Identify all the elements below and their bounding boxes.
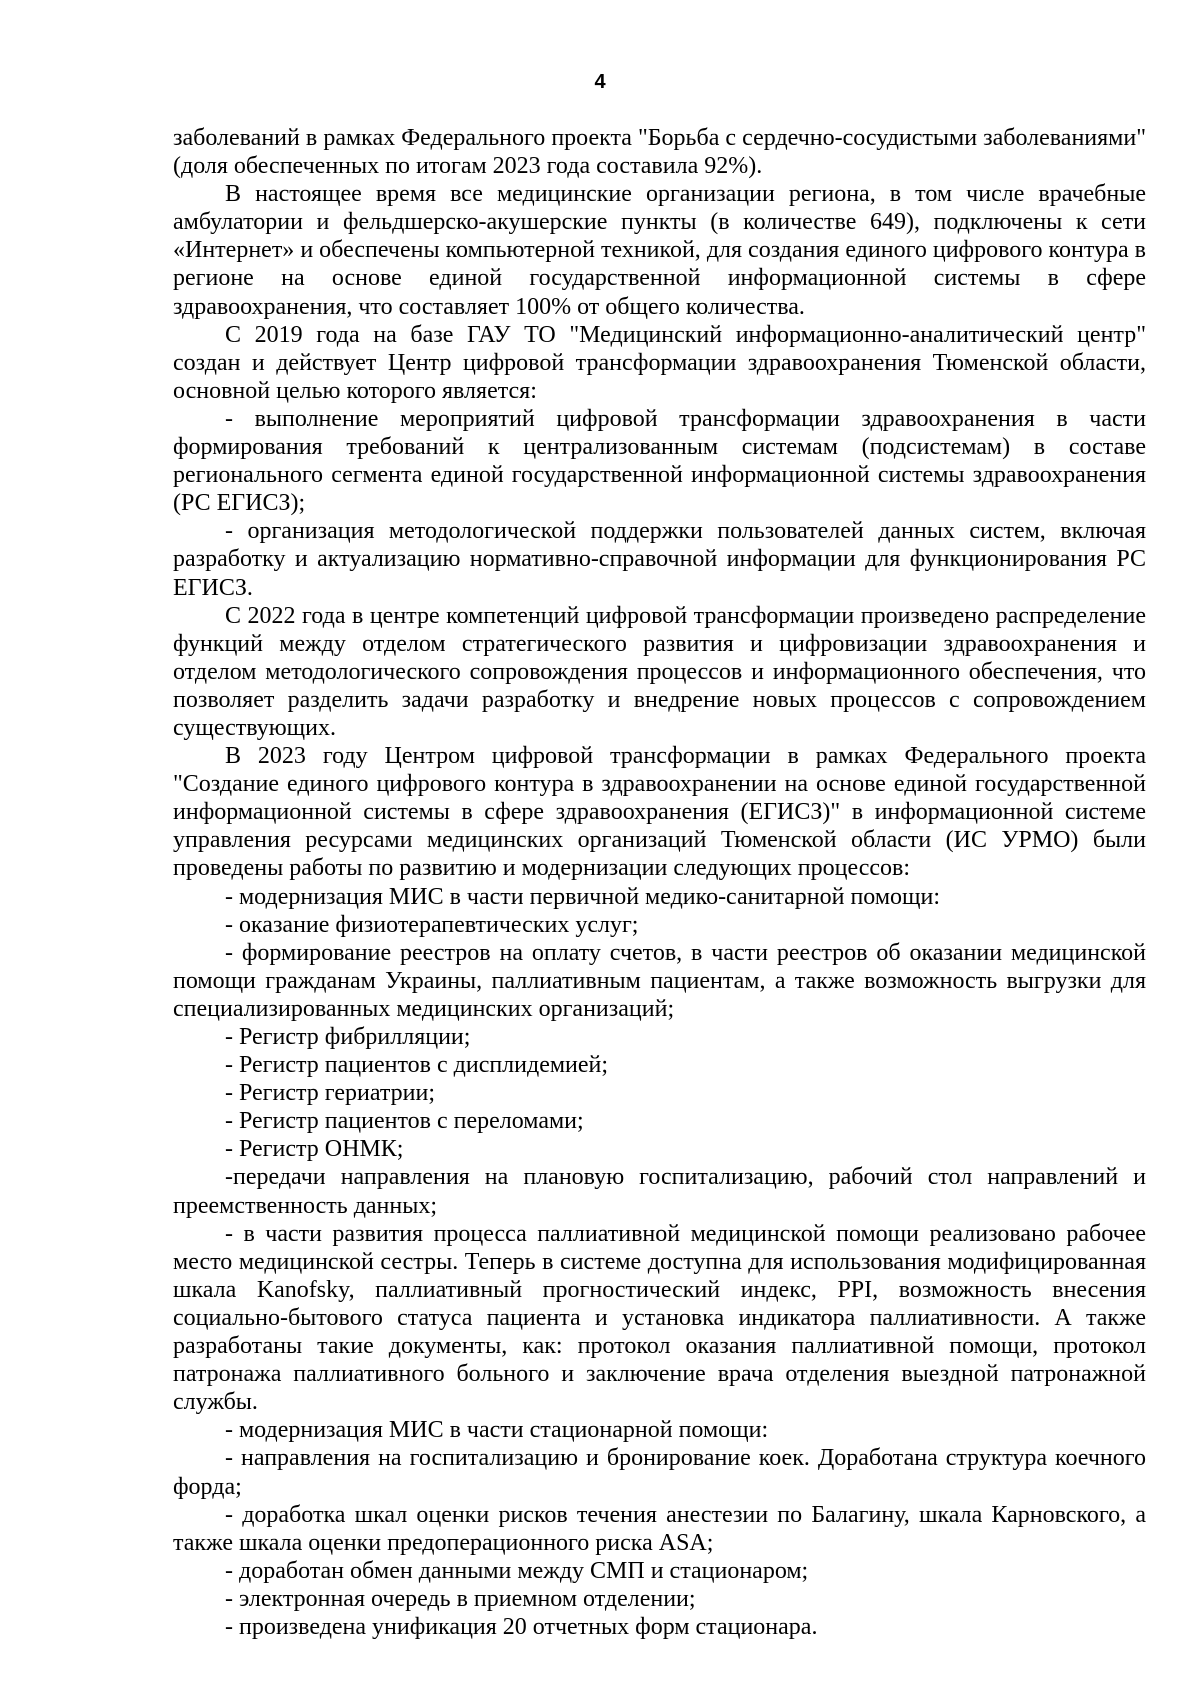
list-item: - доработан обмен данными между СМП и стационаром; [225, 1557, 809, 1584]
list-item: - направления на госпитализацию и бронирование коек. Доработана структура коечного форда; [173, 1445, 1146, 1500]
paragraph: В 2023 году Центром цифровой трансформации в рамках Федерального проекта "Создание единого цифрового контура в здравоохранении на основе единой государственной информационной системы в сфере здравоохранения (ЕГИСЗ)" в информационной системе управления ресурсами медицинских организаций Тюменской области (ИС УРМО) были проведены работы по развитию и модернизации следующих процессов: [173, 743, 1146, 882]
list-item: - произведена унификация 20 отчетных форм стационара. [225, 1613, 818, 1640]
list-item: - выполнение мероприятий цифровой трансформации здравоохранения в части формирования требований к централизованным системам (подсистемам) в составе регионального сегмента единой государственной информационной системы здравоохранения (РС ЕГИСЗ); [173, 405, 1146, 517]
list-item: -передачи направления на плановую госпитализацию, рабочий стол направлений и преемственность данных; [173, 1164, 1146, 1219]
list-item: - в части развития процесса паллиативной медицинской помощи реализовано рабочее место медицинской сестры. Теперь в системе доступна для использования модифицированная шкала Kanofsky, паллиативный прогностический индекс, PPI, возможность внесения социально-бытового статуса пациента и установка индикатора паллиативности. А также разработаны такие документы, как: протокол оказания паллиативной помощи, протокол патронажа паллиативного больного и заключение врача отделения выездной патронажной службы. [173, 1220, 1146, 1416]
list-item: - модернизация МИС в части стационарной помощи: [225, 1417, 769, 1444]
list-item: - Регистр пациентов с переломами; [225, 1108, 584, 1135]
list-item: - модернизация МИС в части первичной медико-санитарной помощи: [225, 883, 941, 910]
paragraph: В настоящее время все медицинские организации региона, в том числе врачебные амбулатории и фельдшерско-акушерские пункты (в количестве 649), подключены к сети «Интернет» и обеспечены компьютерной техникой, для создания единого цифрового контура в регионе на основе единой государственной информационной системы в сфере здравоохранения, что составляет 100% от общего количества. [173, 181, 1146, 320]
list-item: - доработка шкал оценки рисков течения анестезии по Балагину, шкала Карновского, а также шкала оценки предоперационного риска ASA; [173, 1501, 1146, 1556]
list-item: - Регистр пациентов с дисплидемией; [225, 1052, 609, 1079]
list-item: - Регистр фибрилляции; [225, 1024, 471, 1050]
page-number: 4 [594, 71, 606, 93]
paragraph: С 2019 года на базе ГАУ ТО "Медицинский информационно-аналитический центр" создан и действует Центр цифровой трансформации здравоохранения Тюменской области, основной целью которого является: [173, 321, 1146, 404]
list-item: - формирование реестров на оплату счетов, в части реестров об оказании медицинской помощи гражданам Украины, паллиативным пациентам, а также возможность выгрузки для специализированных медицинских организаций; [173, 939, 1146, 1022]
list-item: - оказание физиотерапевтических услуг; [225, 911, 639, 938]
list-item: - электронная очередь в приемном отделении; [225, 1585, 696, 1612]
paragraph: заболеваний в рамках Федерального проекта "Борьба с сердечно-сосудистыми заболеваниями" (доля обеспеченных по итогам 2023 года составила 92%). [173, 125, 1146, 180]
list-item: - Регистр гериатрии; [225, 1080, 435, 1107]
paragraph: С 2022 года в центре компетенций цифровой трансформации произведено распределение функций между отделом стратегического развития и цифровизации здравоохранения и отделом методологического сопровождения процессов и информационного обеспечения, что позволяет разделить задачи разработку и внедрение новых процессов с сопровождением существующих. [173, 602, 1146, 741]
list-item: - Регистр ОНМК; [225, 1136, 404, 1163]
document-body [173, 124, 1146, 1641]
list-item: - организация методологической поддержки пользователей данных систем, включая разработку и актуализацию нормативно-справочной информации для функционирования РС ЕГИСЗ. [173, 518, 1146, 601]
